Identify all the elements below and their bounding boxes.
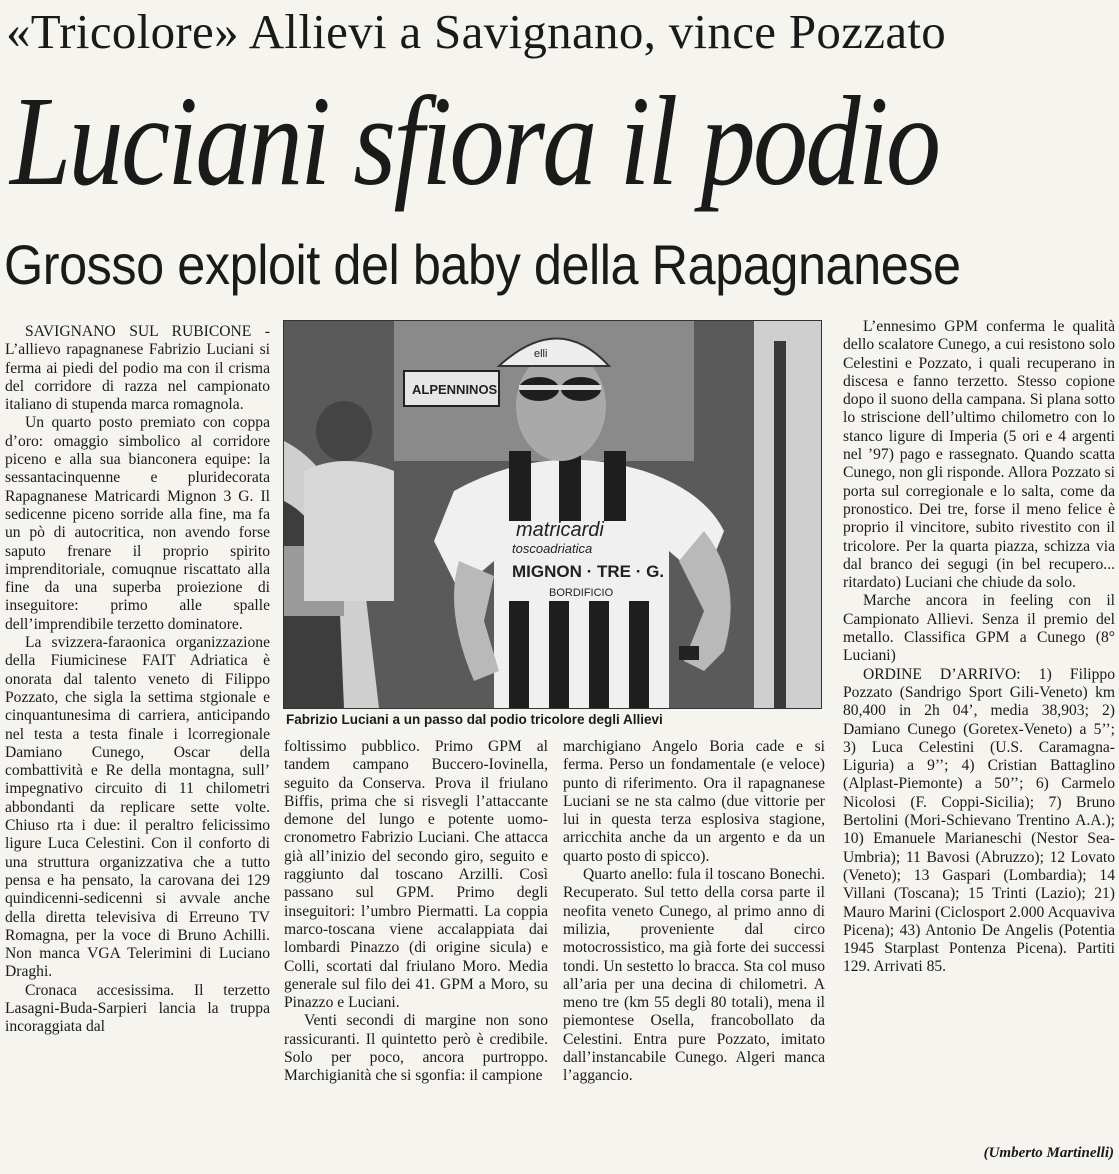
race-results: ORDINE D’ARRIVO: 1) Filippo Pozzato (Sandrigo Sport Gili-Veneto) km 80,400 in 2h 04’, media 38,903; 2) Damiano Cunego (Goretex-Veneto) a 5’’; 3) Luca Celestini (U.S. Caramagna-Liguria) a 9’’; 4) Cristian Battaglino (Alplast-Piemonte) a 50’’; 6) Carmelo Nicolosi (F. Coppi-Sicilia); 7) Bruno Bertolini (Mori-Schievano Trentino A.A.); 10) Emanuele Marianeschi (Nestor Sea-Umbria); 11 Bavosi (Abruzzo); 12 Lovato (Veneto); 13 Gaspari (Lombardia); 14 Villani (Toscana); 15 Trinti (Lazio); 21) Mauro Marini (Ciclosport 2.000 Acquaviva Picena); 43) Antonio De Angelis (Potentia 1945 Starplast Pontenza Picena). Partiti 129. Arrivati 85. (843, 665, 1115, 976)
helmet-text: elli (534, 348, 548, 360)
jersey-sponsor-small: BORDIFICIO (549, 587, 614, 599)
article-column-1 (5, 323, 270, 1168)
cyclist-photo-drawing (284, 321, 821, 708)
kicker-headline: «Tricolore» Allievi a Savignano, vince Pozzato (6, 4, 947, 59)
paragraph: SAVIGNANO SUL RUBICONE - L’allievo rapagnanese Fabrizio Luciani si ferma ai piedi del podio ma con il crisma del corridore di razza nel campionato italiano di stupenda marca romagnola. (5, 323, 270, 414)
paragraph: L’ennesimo GPM conferma le qualità dello scalatore Cunego, a cui resistono solo Celestini e Pozzato, i quali recuperano in discesa e fanno terzetto. Stesso copione dopo il suono della campana. Si plana sotto lo striscione dell’ultimo chilometro con lo stanco ligure di Imperia (5 ori e 4 argenti nel ’97) pago e rassegnato. Quando scatta Cunego, non gli risponde. Allora Pozzato si porta sul corregionale e lo salta, come da pronostico. Dei tre, forse il meno felice è proprio il vincitore, subito rivestito con il tricolore. Per la quarta piazza, schizza via dal branco dei segugi (in bel recupero... ritardato) Luciani che chiude da solo. (843, 318, 1115, 592)
article-column-3 (563, 738, 825, 1170)
paragraph: Cronaca accesissima. Il terzetto Lasagni-Buda-Sarpieri lancia la truppa incoraggiata dal (5, 981, 270, 1036)
subheadline: Grosso exploit del baby della Rapagnanese (4, 233, 961, 296)
article-column-4 (843, 318, 1115, 1118)
jersey-sponsor-team: MIGNON · TRE · G. (512, 562, 665, 581)
paragraph: marchigiano Angelo Boria cade e si ferma. Perso un fondamentale (e veloce) punto di riferimento. Ora il rapagnanese Luciani se ne sta calmo (due vittorie per lui in questa terza esplosiva stagione, arricchita anche da un argento e da un quarto posto di spicco). (563, 738, 825, 865)
paragraph: foltissimo pubblico. Primo GPM al tandem campano Buccero-Iovinella, seguito da Conserva. Prova il friulano Biffis, prima che si risvegli l’attaccante demone del lungo e potente uomo-cronometro Fabrizio Luciani. Che attacca già all’inizio del secondo giro, seguito e raggiunto dal toscano Arzilli. Così passano sul GPM. Primo degli inseguitori: l’umbro Piermatti. La coppia marco-toscana viene accalappiata dai lombardi Pinazzo (di origine sicula) e Colli, scortati dal friulano Moro. Media generale sul filo dei 41. GPM a Moro, su Pinazzo e Luciani. (284, 738, 548, 1012)
jersey-sponsor-sub: toscoadriatica (512, 541, 593, 556)
paragraph: Venti secondi di margine non sono rassicuranti. Il quintetto però è credibile. Solo per poco, ancora purtroppo. Marchigianità che si sgonfia: il campione (284, 1012, 548, 1085)
author-signature: (Umberto Martinelli) (983, 1145, 1114, 1161)
cyclist-photo (283, 320, 822, 709)
article-column-2 (284, 738, 548, 1170)
paragraph: Marche ancora in feeling con il Campionato Allievi. Senza il premio del metallo. Classifica GPM a Cunego (8° Luciani) (843, 592, 1115, 665)
paragraph: Quarto anello: fula il toscano Bonechi. Recuperato. Sul tetto della corsa parte il neofita veneto Cunego, al primo anno di milizia, proveniente dal circo motocrossistico, ma già forte dei successi tondi. Un sestetto lo bracca. Sta col muso all’aria per una decina di chilometri. A meno tre (km 55 degli 80 totali), mena il piemontese Osella, francobollato da Celestini. Entra pure Pozzato, imitato dall’instancabile Cunego. Algeri manca l’aggancio. (563, 866, 825, 1085)
paragraph: La svizzera-faraonica organizzazione della Fiumicinese FAIT Adriatica è onorata dal talento veneto di Filippo Pozzato, che sigla la settima stgionale e cinquantunesima di carriera, anticipando nel testa a testa finale i lcorregionale Damiano Cunego, Oscar della combattività e Re della montagna, sull’ impegnativo circuito di 11 chilometri abbondanti da replicare sette volte. Chiuso rta i due: il peraltro felicissimo ligure Luca Celestini. Con il conforto di una struttura organizzativa che a tutto pensa e ha pensato, la carovana dei 129 quindicenni-sedicenni si avvale anche della diretta televisiva di Erreuno TV Romagna, per la voce di Bruno Achilli. Non manca VGA Telerimini di Luciano Draghi. (5, 634, 270, 981)
shop-sign-text: ALPENNINOS (412, 382, 498, 397)
main-headline: Luciani sfiora il podio (10, 70, 939, 212)
paragraph: Un quarto posto premiato con coppa d’oro: omaggio simbolico al corridore piceno e alla sua bianconera equipe: la sessantacinquenne e pluridecorata Rapagnanese Matricardi Mignon 3 G. Il sedicenne piceno sorride alla fine, ma fa un pò di autocritica, non avendo forse saputo frenare il proprio spirito imprenditoriale, comuqnue riscattato alla fine da una superba proiezione di inseguitore: primo alle spalle dell’imprendibile terzetto dominatore. (5, 414, 270, 633)
jersey-sponsor-text: matricardi (516, 519, 604, 541)
photo-caption: Fabrizio Luciani a un passo dal podio tricolore degli Allievi (286, 712, 663, 727)
